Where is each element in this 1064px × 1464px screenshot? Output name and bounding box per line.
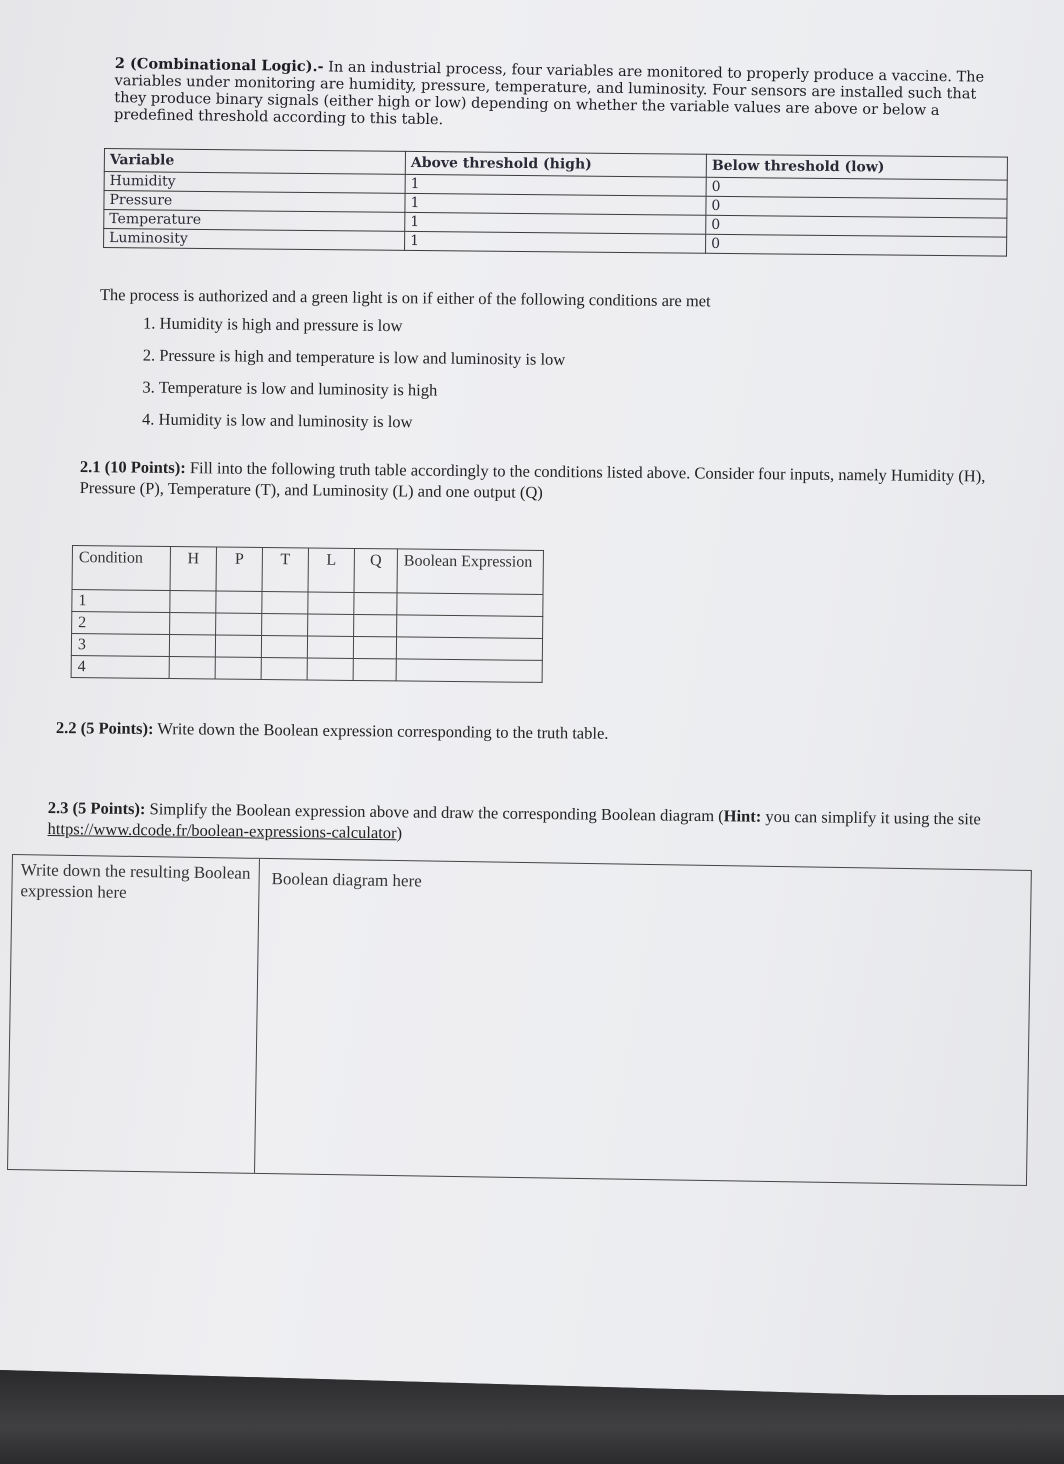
conditions-list xyxy=(98,313,859,437)
question-2-3-text-mid: you can simplify it using the site xyxy=(761,806,981,829)
diagram-answer-label: Boolean diagram here xyxy=(271,869,422,891)
truth-condition-number: 3 xyxy=(71,634,169,657)
truth-header-t: T xyxy=(262,547,308,591)
truth-cell-q[interactable] xyxy=(354,614,397,636)
threshold-high: 1 xyxy=(405,193,706,215)
truth-cell-h[interactable] xyxy=(169,635,215,657)
truth-cell-q[interactable] xyxy=(354,592,397,614)
truth-cell-l[interactable] xyxy=(307,658,353,680)
truth-condition-number: 1 xyxy=(72,590,170,613)
truth-cell-t[interactable] xyxy=(262,613,308,635)
expression-answer-area[interactable] xyxy=(8,855,260,1173)
question-intro-text: In an industrial process, four variables are monitored to properly produce a vaccine. The variables under monitoring are humidity, pressure, temperature, and luminosity. Four sensors are installed such that they produce binary signals (either high or low) depending on whether the variable values are above or below a predefined threshold according to this table. xyxy=(113,59,985,129)
threshold-high: 1 xyxy=(405,231,706,253)
truth-cell-p[interactable] xyxy=(216,591,262,613)
truth-cell-h[interactable] xyxy=(170,613,216,635)
threshold-variable: Pressure xyxy=(104,191,405,213)
truth-header-p: P xyxy=(216,547,262,591)
truth-table-row xyxy=(71,655,542,682)
answer-box xyxy=(7,854,1032,1186)
threshold-high: 1 xyxy=(405,212,706,234)
threshold-low: 0 xyxy=(706,234,1007,256)
truth-cell-t[interactable] xyxy=(261,657,307,679)
calculator-link[interactable]: https://www.dcode.fr/boolean-expressions-calculator xyxy=(47,818,397,843)
truth-header-expression: Boolean Expression xyxy=(397,549,543,595)
truth-cell-q[interactable] xyxy=(353,636,396,658)
condition-item: 1. Humidity is high and pressure is low xyxy=(159,314,859,341)
conditions-intro: The process is authorized and a green light is on if either of the following conditions are met xyxy=(99,285,711,311)
threshold-low: 0 xyxy=(706,215,1007,237)
threshold-header-variable: Variable xyxy=(104,149,405,175)
question-2-2-label: 2.2 (5 Points): xyxy=(55,718,154,739)
truth-cell-p[interactable] xyxy=(215,657,261,679)
truth-cell-t[interactable] xyxy=(261,635,307,657)
truth-cell-l[interactable] xyxy=(308,614,354,636)
condition-item: 4. Humidity is low and luminosity is low xyxy=(158,410,858,437)
condition-item: 2. Pressure is high and temperature is low and luminosity is low xyxy=(159,346,859,373)
truth-cell-expression[interactable] xyxy=(396,637,542,661)
truth-table-header-row xyxy=(72,546,543,595)
truth-header-condition: Condition xyxy=(72,546,170,591)
condition-item: 3. Temperature is low and luminosity is high xyxy=(159,378,859,405)
truth-cell-expression[interactable] xyxy=(397,615,543,639)
question-2-3-label: 2.3 (5 Points): xyxy=(47,797,146,819)
threshold-variable: Temperature xyxy=(104,210,405,232)
truth-cell-p[interactable] xyxy=(216,613,262,635)
diagram-answer-area[interactable] xyxy=(255,859,1031,1185)
threshold-low: 0 xyxy=(706,196,1007,218)
truth-cell-q[interactable] xyxy=(353,658,396,680)
truth-header-l: L xyxy=(308,548,354,592)
question-2-1-text: Fill into the following truth table accordingly to the conditions listed above. Consider four inputs, namely Humidity (H), Pressure (P), Temperature (T), and Luminosity (L) and one output (Q) xyxy=(79,458,986,502)
hint-label: Hint: xyxy=(723,806,762,826)
truth-cell-l[interactable] xyxy=(308,592,354,614)
truth-header-h: H xyxy=(170,547,216,591)
threshold-low: 0 xyxy=(706,177,1007,199)
threshold-header-high: Above threshold (high) xyxy=(405,151,706,177)
truth-cell-expression[interactable] xyxy=(396,659,542,683)
truth-cell-l[interactable] xyxy=(307,636,353,658)
truth-cell-p[interactable] xyxy=(215,635,261,657)
truth-cell-h[interactable] xyxy=(169,657,215,679)
threshold-header-low: Below threshold (low) xyxy=(706,154,1007,180)
threshold-table xyxy=(103,148,1008,257)
truth-condition-number: 2 xyxy=(72,612,170,635)
truth-condition-number: 4 xyxy=(71,655,169,678)
question-2-3-text-end: ) xyxy=(396,823,403,843)
question-2-3-text: Simplify the Boolean expression above and draw the corresponding Boolean diagram ( xyxy=(149,799,724,826)
threshold-high: 1 xyxy=(405,174,706,196)
threshold-variable: Humidity xyxy=(104,172,405,194)
question-intro xyxy=(114,55,995,138)
truth-cell-expression[interactable] xyxy=(397,593,543,617)
truth-header-q: Q xyxy=(354,548,397,592)
threshold-variable: Luminosity xyxy=(104,229,405,251)
truth-cell-h[interactable] xyxy=(170,591,216,613)
conditions-section xyxy=(98,285,860,449)
truth-table xyxy=(71,545,544,683)
question-2-1-label: 2.1 (10 Points): xyxy=(79,456,186,478)
question-heading: 2 (Combinational Logic).- xyxy=(114,55,324,76)
question-2-2-text: Write down the Boolean expression corresponding to the truth table. xyxy=(157,719,609,743)
expression-answer-label: Write down the resulting Boolean expression here xyxy=(20,860,251,902)
truth-cell-t[interactable] xyxy=(262,591,308,613)
